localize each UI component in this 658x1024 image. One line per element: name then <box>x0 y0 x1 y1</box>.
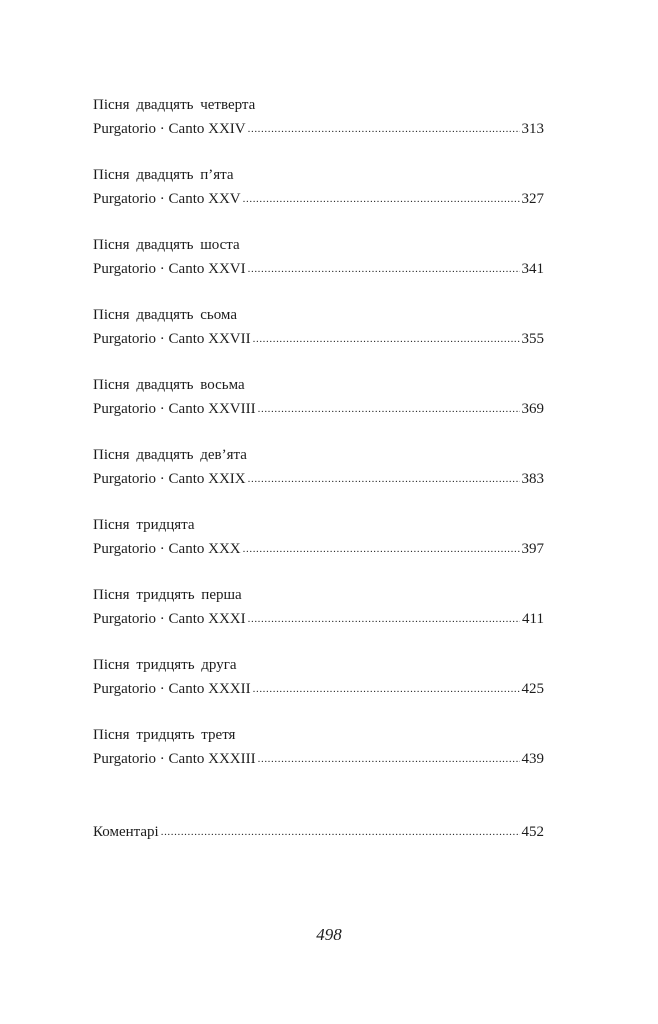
canto-line <box>93 538 544 560</box>
canto-label: Purgatorio · Canto XXIV <box>93 121 246 137</box>
toc-entry <box>93 445 544 515</box>
dot-leader <box>258 747 520 770</box>
canto-title: Пісня двадцять дев’ята <box>93 447 247 463</box>
canto-line <box>93 468 544 490</box>
canto-line <box>93 608 544 630</box>
canto-label: Purgatorio · Canto XXXII <box>93 681 251 697</box>
canto-line <box>93 748 544 770</box>
dot-leader <box>243 537 520 560</box>
canto-title: Пісня двадцять восьма <box>93 377 245 393</box>
commentary-line <box>93 821 544 843</box>
page-number: 327 <box>521 191 544 207</box>
page-number: 411 <box>522 611 544 627</box>
canto-title: Пісня тридцять третя <box>93 727 236 743</box>
canto-line <box>93 398 544 420</box>
canto-title: Пісня тридцята <box>93 517 195 533</box>
canto-title: Пісня двадцять п’ята <box>93 167 234 183</box>
page-number: 425 <box>521 681 544 697</box>
toc-entry <box>93 655 544 725</box>
canto-line <box>93 258 544 280</box>
canto-title: Пісня тридцять перша <box>93 587 242 603</box>
canto-label: Purgatorio · Canto XXVIII <box>93 401 256 417</box>
canto-title: Пісня двадцять сьома <box>93 307 237 323</box>
page-number: 369 <box>521 401 544 417</box>
commentary-label: Коментарі <box>93 824 159 840</box>
canto-label: Purgatorio · Canto XXXI <box>93 611 246 627</box>
canto-label: Purgatorio · Canto XXX <box>93 541 241 557</box>
page-number: 355 <box>521 331 544 347</box>
page-number: 383 <box>521 471 544 487</box>
dot-leader <box>253 677 520 700</box>
dot-leader <box>248 467 520 490</box>
toc-entry <box>93 95 544 165</box>
canto-line <box>93 678 544 700</box>
page-number: 341 <box>521 261 544 277</box>
canto-line <box>93 328 544 350</box>
canto-title: Пісня тридцять друга <box>93 657 237 673</box>
canto-label: Purgatorio · Canto XXV <box>93 191 241 207</box>
page-number: 452 <box>521 824 544 840</box>
dot-leader <box>248 117 520 140</box>
canto-label: Purgatorio · Canto XXIX <box>93 471 246 487</box>
canto-line <box>93 188 544 210</box>
dot-leader <box>243 187 520 210</box>
page-number: 397 <box>521 541 544 557</box>
toc-entry <box>93 585 544 655</box>
dot-leader <box>258 397 520 420</box>
toc-entry <box>93 305 544 375</box>
commentary-entry <box>93 818 544 843</box>
toc-entry <box>93 165 544 235</box>
page-number: 313 <box>521 121 544 137</box>
canto-title: Пісня двадцять четверта <box>93 97 256 113</box>
dot-leader <box>248 257 520 280</box>
table-of-contents <box>93 95 544 795</box>
page-number: 439 <box>521 751 544 767</box>
toc-entry <box>93 235 544 305</box>
folio-page-number: 498 <box>316 925 342 944</box>
dot-leader <box>253 327 520 350</box>
canto-line <box>93 118 544 140</box>
canto-label: Purgatorio · Canto XXXIII <box>93 751 256 767</box>
toc-entry <box>93 375 544 445</box>
canto-label: Purgatorio · Canto XXVI <box>93 261 246 277</box>
toc-entry <box>93 725 544 795</box>
canto-label: Purgatorio · Canto XXVII <box>93 331 251 347</box>
toc-entry <box>93 515 544 585</box>
dot-leader <box>248 607 520 630</box>
canto-title: Пісня двадцять шоста <box>93 237 240 253</box>
dot-leader <box>161 820 520 843</box>
